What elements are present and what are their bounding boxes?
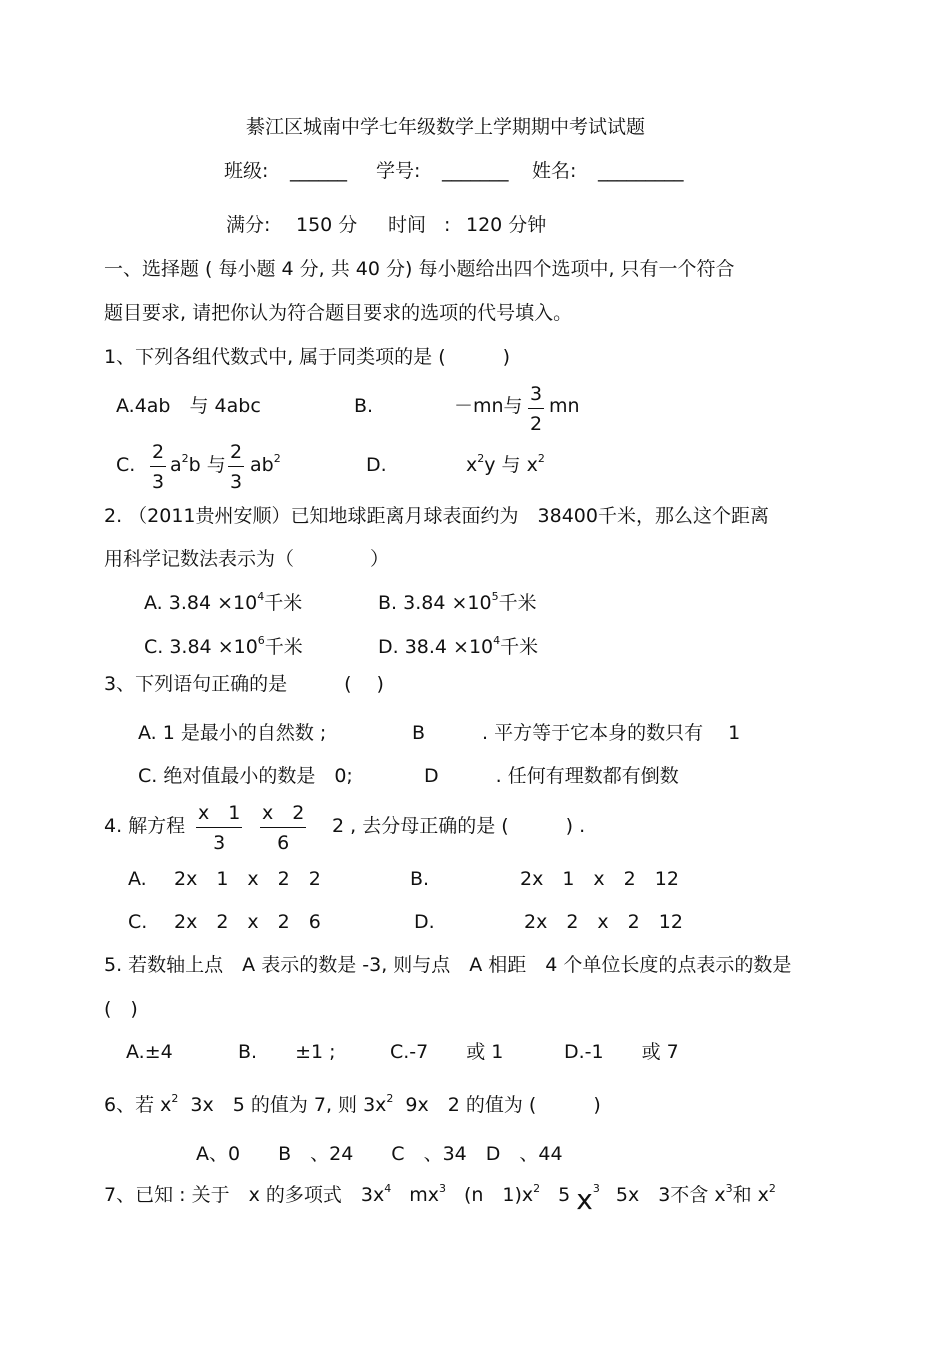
fraction-denominator: 2: [530, 413, 543, 435]
q5-option-c: C.-7 或 1: [390, 1041, 504, 1063]
option-text: D. 38.4 ×10: [378, 636, 494, 658]
name-blank[interactable]: _________: [598, 160, 684, 182]
q1-option-b-post: mn: [549, 395, 580, 417]
student-id-blank[interactable]: _______: [442, 160, 509, 182]
stem-text: 3x 5 的值为 7, 则 3x: [190, 1094, 387, 1116]
exponent: 2: [386, 1092, 394, 1105]
q6-stem: [104, 1092, 601, 1116]
exponent: 2: [181, 452, 189, 465]
exponent: 3: [438, 1182, 446, 1195]
q1-option-a: A.4ab 与 4abc: [116, 395, 261, 417]
q7-stem: [104, 1182, 776, 1216]
q1-option-d-label: D.: [366, 454, 387, 476]
exponent: 3: [592, 1182, 600, 1195]
var-x: x: [466, 454, 478, 476]
fraction-numerator: x 1: [196, 804, 242, 828]
student-id-label: 学号:: [376, 160, 421, 182]
stem-text: 5: [558, 1184, 571, 1206]
expr-mid: y 与 x: [484, 454, 538, 476]
exponent: 2: [533, 1182, 541, 1195]
exam-title: 綦江区城南中学七年级数学上学期期中考试试题: [246, 116, 646, 138]
q4-option-b-expr: 2x 1 x 2 12: [520, 868, 679, 890]
full-score-value: 150 分: [296, 214, 358, 236]
stem-text: 7、已知 : 关于 x 的多项式 3x: [104, 1184, 385, 1206]
q4-suffix: 2 , 去分母正确的是 ( ) .: [332, 815, 586, 837]
q5-stem-line1: 5. 若数轴上点 A 表示的数是 -3, 则与点 A 相距 4 个单位长度的点表示的数是: [104, 954, 792, 976]
q3-stem: 3、下列语句正确的是 ( ): [104, 673, 384, 695]
q2-option-c: [144, 634, 303, 658]
var-ab: ab: [250, 454, 274, 476]
exponent: 4: [493, 634, 501, 647]
q3-option-b: B . 平方等于它本身的数只有 1: [412, 722, 741, 744]
term-b-with: b 与: [188, 454, 226, 476]
class-blank[interactable]: ______: [290, 160, 347, 182]
exponent: 4: [384, 1182, 392, 1195]
exponent: 2: [273, 452, 281, 465]
q1-option-c-fraction-1: [150, 443, 166, 492]
exponent: 2: [171, 1092, 179, 1105]
q5-option-d: D.-1 或 7: [564, 1041, 679, 1063]
q4-fraction-1: [196, 804, 242, 853]
time-value: 120 分钟: [466, 214, 547, 236]
time-label: 时间: [388, 214, 427, 236]
stem-text: 5x 3不含 x: [615, 1184, 726, 1206]
exponent: 2: [537, 452, 545, 465]
q1-option-b-label: B.: [354, 395, 374, 417]
q3-option-a: A. 1 是最小的自然数 ;: [138, 722, 327, 744]
q5-stem-line2: ( ): [104, 998, 138, 1020]
q3-option-c: C. 绝对值最小的数是 0;: [138, 765, 353, 787]
fraction-denominator: 3: [213, 832, 226, 854]
stem-text: 6、若 x: [104, 1094, 172, 1116]
q4-option-c-expr: 2x 2 x 2 6: [174, 911, 321, 933]
fraction-denominator: 3: [230, 471, 243, 493]
name-label: 姓名:: [532, 160, 577, 182]
fraction-numerator: 2: [150, 443, 166, 467]
q4-option-d-expr: 2x 2 x 2 12: [524, 911, 683, 933]
q2-option-a: [144, 590, 303, 614]
q6-options: A、0 B 、24 C 、34 D 、44: [196, 1143, 563, 1165]
q1-option-b-pre: －mn与: [454, 395, 523, 417]
exponent: 5: [491, 590, 499, 603]
unit: 千米: [264, 636, 303, 658]
stem-text: (n 1)x: [463, 1184, 534, 1206]
exponent: 2: [477, 452, 485, 465]
q2-option-b: [378, 590, 537, 614]
unit: 千米: [498, 592, 537, 614]
q2-stem-line2: 用科学记数法表示为（ ）: [104, 548, 390, 570]
q4-option-a-expr: 2x 1 x 2 2: [174, 868, 321, 890]
option-text: C. 3.84 ×10: [144, 636, 258, 658]
q4-fraction-2: [260, 804, 306, 853]
unit: 千米: [264, 592, 303, 614]
q4-option-b-label: B.: [410, 868, 430, 890]
q2-stem-line1: 2. （2011贵州安顺）已知地球距离月球表面约为 38400千米，那么这个距离: [104, 505, 769, 527]
q1-option-d-expr: [466, 452, 545, 476]
q5-option-b: B. ±1 ;: [238, 1041, 336, 1063]
q1-option-c-term2: [250, 452, 281, 476]
exponent: 6: [257, 634, 265, 647]
option-text: A. 3.84 ×10: [144, 592, 258, 614]
large-x: x: [576, 1183, 593, 1216]
q1-option-c-label: C.: [116, 454, 136, 476]
q4-option-a-label: A.: [128, 868, 147, 890]
section1-line2: 题目要求, 请把你认为符合题目要求的选项的代号填入。: [104, 302, 573, 324]
stem-text: 9x 2 的值为 ( ): [405, 1094, 601, 1116]
q5-option-a: A.±4: [126, 1041, 173, 1063]
time-colon: :: [444, 214, 451, 236]
exponent: 2: [768, 1182, 776, 1195]
exponent: 3: [725, 1182, 733, 1195]
q3-option-d: D . 任何有理数都有倒数: [424, 765, 679, 787]
q1-option-b-fraction: [528, 385, 544, 434]
q4-option-c-label: C.: [128, 911, 148, 933]
section1-line1: 一、选择题 ( 每小题 4 分, 共 40 分) 每小题给出四个选项中, 只有一个符合: [104, 258, 735, 280]
fraction-numerator: x 2: [260, 804, 306, 828]
q1-option-c-term1: [170, 452, 226, 476]
q1-option-c-fraction-2: [228, 443, 244, 492]
exponent: 4: [257, 590, 265, 603]
stem-text: 和 x: [732, 1184, 769, 1206]
full-score-label: 满分:: [226, 214, 271, 236]
stem-text: mx: [409, 1184, 439, 1206]
q1-stem: 1、下列各组代数式中, 属于同类项的是 ( ): [104, 346, 511, 368]
unit: 千米: [500, 636, 539, 658]
q2-option-d: [378, 634, 539, 658]
fraction-numerator: 3: [528, 385, 544, 409]
option-text: B. 3.84 ×10: [378, 592, 492, 614]
fraction-denominator: 6: [277, 832, 290, 854]
fraction-numerator: 2: [228, 443, 244, 467]
q4-prefix: 4. 解方程: [104, 815, 186, 837]
q4-option-d-label: D.: [414, 911, 435, 933]
fraction-denominator: 3: [152, 471, 165, 493]
class-label: 班级:: [224, 160, 269, 182]
var-a: a: [170, 454, 182, 476]
